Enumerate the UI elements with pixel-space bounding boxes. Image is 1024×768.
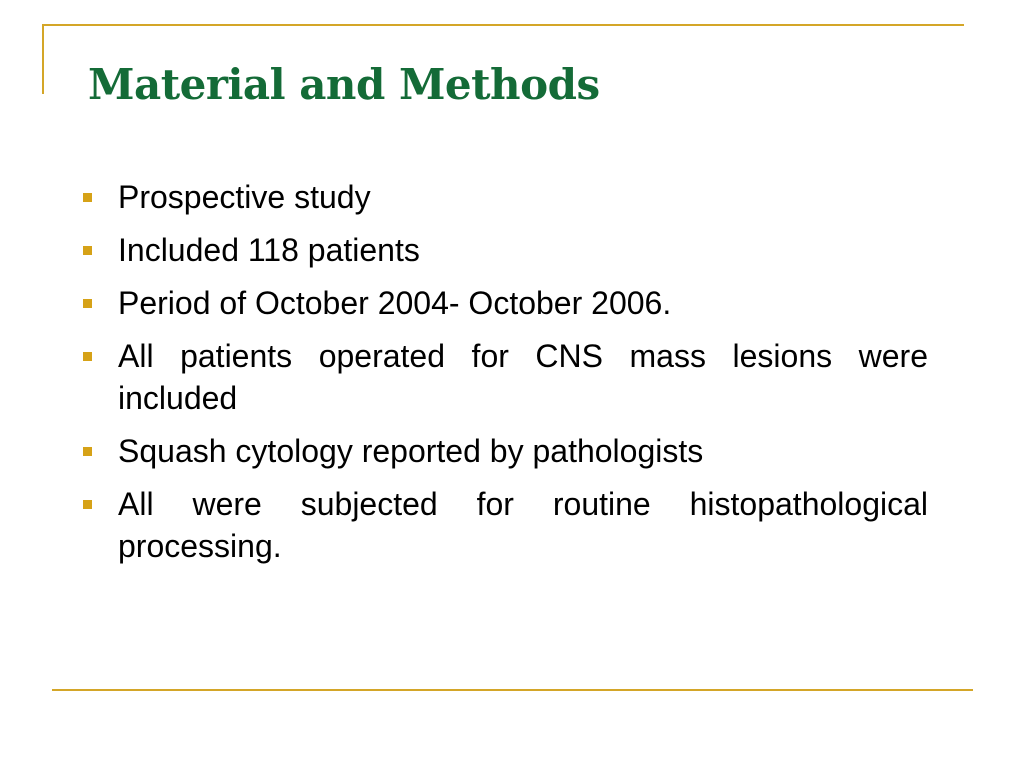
square-bullet-icon (83, 447, 92, 456)
bullet-text: Prospective study (118, 179, 371, 215)
bullet-item (82, 430, 928, 472)
square-bullet-icon (83, 352, 92, 361)
bullet-text: Squash cytology reported by pathologists (118, 433, 704, 469)
bottom-divider-line (52, 689, 973, 691)
bullet-item (82, 282, 928, 324)
bullet-text: Period of October 2004- October 2006. (118, 285, 672, 321)
bullet-text: All were subjected for routine histopathological processing. (118, 486, 928, 564)
bullet-list (82, 176, 928, 578)
square-bullet-icon (83, 500, 92, 509)
square-bullet-icon (83, 193, 92, 202)
left-border-line (42, 24, 44, 94)
bullet-text: Included 118 patients (118, 232, 420, 268)
bullet-item (82, 176, 928, 218)
slide-title: Material and Methods (88, 60, 600, 109)
square-bullet-icon (83, 299, 92, 308)
bullet-item (82, 483, 928, 567)
bullet-item (82, 335, 928, 419)
square-bullet-icon (83, 246, 92, 255)
bullet-text: All patients operated for CNS mass lesions were included (118, 338, 928, 416)
bullet-item (82, 229, 928, 271)
top-border-line (42, 24, 964, 26)
